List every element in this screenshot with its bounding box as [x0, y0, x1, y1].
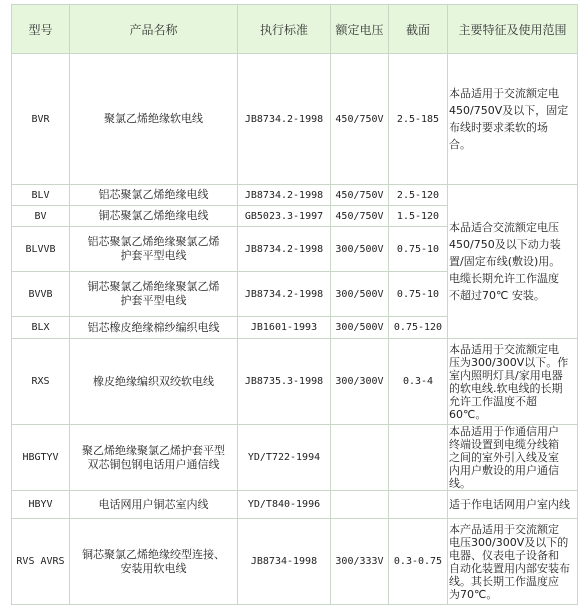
- name-line: 铝芯聚氯乙烯绝缘电线: [98, 188, 209, 201]
- table-row: [12, 185, 578, 206]
- cell-section: 0.3-0.75: [389, 519, 448, 605]
- desc-line: 内用户敷设的用户通信线。: [449, 464, 559, 490]
- desc-line: 450/750V及以下，固定: [449, 104, 569, 117]
- cell-model: BLV: [12, 185, 70, 206]
- desc-line: 本品适用于作通信用户: [449, 425, 559, 438]
- cell-standard: JB8734.2-1998: [238, 54, 331, 185]
- desc-line: 60℃。: [449, 407, 487, 421]
- name-line: 铜芯聚氯乙烯绝缘电线: [98, 209, 209, 222]
- cell-voltage: [331, 491, 389, 519]
- cell-section: [389, 491, 448, 519]
- header-model: 型号: [12, 5, 70, 54]
- name-line: 铜芯聚氯乙烯绝缘绞型连接、: [82, 547, 225, 561]
- cell-standard: JB8735.3-1998: [238, 339, 331, 425]
- name-line: 聚乙烯绝缘聚氯乙烯护套平型: [82, 443, 225, 457]
- cell-model: BV: [12, 206, 70, 227]
- cell-model: BLVVB: [12, 227, 70, 272]
- cell-voltage: 450/750V: [331, 206, 389, 227]
- table-row: [12, 54, 578, 185]
- cell-name: [70, 317, 238, 339]
- name-line: 护套平型电线: [120, 294, 187, 307]
- desc-line: 自动化装置用内部安装布: [449, 561, 570, 575]
- cell-voltage: [331, 425, 389, 491]
- desc-line: 布线时要求柔软的场: [449, 121, 548, 134]
- cell-name: [70, 206, 238, 227]
- desc-line: 终端设置到电缆分线箱: [449, 438, 559, 451]
- name-line: 双芯铜包钢电话用户通信线: [87, 457, 220, 471]
- desc-line: 合。: [449, 138, 471, 151]
- cell-model: RXS: [12, 339, 70, 425]
- desc-line: 本品适用于交流额定电: [449, 342, 559, 356]
- cell-section: 2.5-185: [389, 54, 448, 185]
- desc-line: 不超过70℃ 安装。: [449, 289, 545, 302]
- table-header-row: [12, 5, 578, 54]
- header-standard: 执行标准: [238, 5, 331, 54]
- cell-model: HBGTYV: [12, 425, 70, 491]
- name-line: 铝芯聚氯乙烯绝缘聚氯乙烯: [87, 235, 220, 248]
- cell-standard: GB5023.3-1997: [238, 206, 331, 227]
- cell-voltage: 300/333V: [331, 519, 389, 605]
- desc-line: 之间的室外引入线及室: [449, 451, 559, 464]
- header-name: 产品名称: [70, 5, 238, 54]
- desc-line: 置/固定布线(敷设)用。: [449, 255, 561, 268]
- desc-line: 电缆长期允许工作温度: [449, 272, 559, 285]
- cell-name: [70, 339, 238, 425]
- table-row: [12, 339, 578, 425]
- name-line: 电话网用户铜芯室内线: [98, 497, 209, 511]
- cell-standard: JB8734.2-1998: [238, 272, 331, 317]
- cell-section: 0.75-10: [389, 272, 448, 317]
- cell-description: [448, 54, 578, 185]
- cell-section: 1.5-120: [389, 206, 448, 227]
- cell-description: [448, 185, 578, 339]
- cell-standard: JB8734.2-1998: [238, 185, 331, 206]
- desc-line: 的软电线.软电线的长期: [449, 381, 563, 395]
- desc-line: 450/750及以下动力装: [449, 238, 561, 251]
- cell-section: 0.3-4: [389, 339, 448, 425]
- name-line: 铜芯聚氯乙烯绝缘聚氯乙烯: [87, 280, 220, 293]
- cell-model: BVVB: [12, 272, 70, 317]
- desc-line: 为70℃。: [449, 587, 498, 601]
- cell-section: 0.75-120: [389, 317, 448, 339]
- desc-line: 本品适合交流额定电压: [449, 221, 559, 234]
- desc-line: 室内照明灯具/家用电器: [449, 368, 563, 382]
- cell-standard: JB8734.2-1998: [238, 227, 331, 272]
- cell-voltage: 300/300V: [331, 339, 389, 425]
- cell-model: BVR: [12, 54, 70, 185]
- name-line: 聚氯乙烯绝缘软电线: [104, 112, 203, 125]
- name-line: 铝芯橡皮绝缘棉纱编织电线: [87, 320, 220, 334]
- table-row: [12, 519, 578, 605]
- cell-model: RVS AVRS: [12, 519, 70, 605]
- cell-section: [389, 425, 448, 491]
- cell-standard: JB1601-1993: [238, 317, 331, 339]
- cell-description: [448, 339, 578, 425]
- desc-line: 适于作电话网用户室内线: [449, 498, 570, 511]
- cell-voltage: 300/500V: [331, 272, 389, 317]
- desc-line: 电器、仪表电子设备和: [449, 548, 559, 562]
- name-line: 安装用软电线: [120, 561, 187, 575]
- cell-name: [70, 425, 238, 491]
- name-line: 橡皮绝缘编织双绞软电线: [93, 374, 214, 388]
- cell-voltage: 450/750V: [331, 54, 389, 185]
- table-row: [12, 425, 578, 491]
- desc-line: 线。其长期工作温度应: [449, 574, 559, 588]
- product-spec-table: [11, 4, 578, 605]
- desc-line: 本品适用于交流额定电: [449, 87, 559, 100]
- cell-voltage: 450/750V: [331, 185, 389, 206]
- cell-name: [70, 491, 238, 519]
- cell-description: [448, 491, 578, 519]
- cell-section: 0.75-10: [389, 227, 448, 272]
- cell-voltage: 300/500V: [331, 317, 389, 339]
- cell-name: [70, 519, 238, 605]
- cell-voltage: 300/500V: [331, 227, 389, 272]
- cell-standard: YD/T722-1994: [238, 425, 331, 491]
- cell-description: [448, 519, 578, 605]
- cell-model: BLX: [12, 317, 70, 339]
- cell-name: [70, 54, 238, 185]
- desc-line: 允许工作温度不超: [449, 394, 537, 408]
- cell-name: [70, 227, 238, 272]
- cell-name: [70, 185, 238, 206]
- cell-standard: JB8734-1998: [238, 519, 331, 605]
- cell-standard: YD/T840-1996: [238, 491, 331, 519]
- header-voltage: 额定电压: [331, 5, 389, 54]
- cell-section: 2.5-120: [389, 185, 448, 206]
- cell-description: [448, 425, 578, 491]
- header-section: 截面: [389, 5, 448, 54]
- desc-line: 压为300/300V以下。作: [449, 355, 569, 369]
- header-description: 主要特征及使用范围: [448, 5, 578, 54]
- cell-model: HBYV: [12, 491, 70, 519]
- table-row: [12, 491, 578, 519]
- desc-line: 电压300/300V及以下的: [449, 535, 569, 549]
- cell-name: [70, 272, 238, 317]
- desc-line: 本产品适用于交流额定: [449, 522, 559, 536]
- name-line: 护套平型电线: [120, 249, 187, 262]
